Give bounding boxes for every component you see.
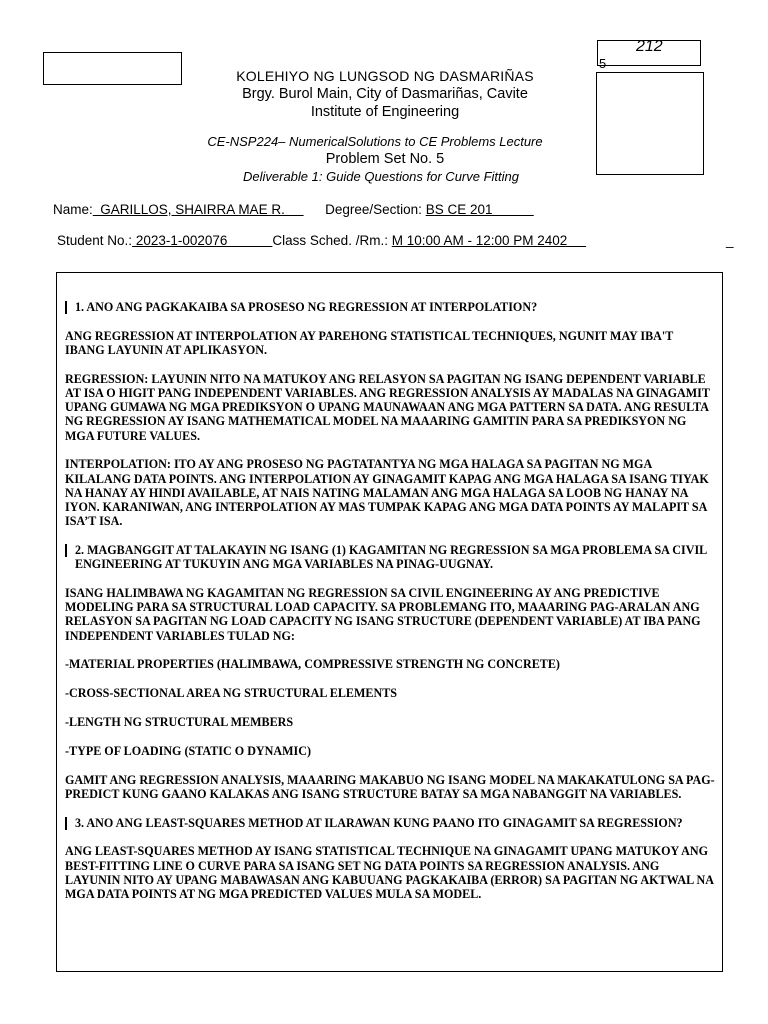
answer-paragraph: ISANG HALIMBAWA NG KAGAMITAN NG REGRESSION SA CIVIL ENGINEERING AY ANG PREDICTIVE MODELING PARA SA STRUCTURAL LOAD CAPACITY. SA PROBLEMANG ITO, MAAARING PAG-ARALAN ANG RELASYON SA PAGITAN NG LOAD CAPACITY NG ISANG STRUCTURE (DEPENDENT VARIABLE) AT IBA PANG INDEPENDENT VARIABLES TULAD NG: <box>65 586 701 643</box>
answer-paragraph: -CROSS-SECTIONAL AREA NG STRUCTURAL ELEMENTS <box>65 686 397 701</box>
qa-content <box>65 300 715 916</box>
answer-paragraph: -LENGTH NG STRUCTURAL MEMBERS <box>65 715 294 730</box>
deliverable-title: Deliverable 1: Guide Questions for Curve Fitting <box>242 169 519 184</box>
trailing-mark: _ <box>726 233 734 248</box>
sched-label: Class Sched. /Rm.: <box>272 233 388 248</box>
institute-name: Institute of Engineering <box>310 104 460 120</box>
answer-paragraph: INTERPOLATION: ITO AY ANG PROSESO NG PAGTATANTYA NG MGA HALAGA SA PAGITAN NG MGA KILALANG DATA POINTS. ANG INTERPOLATION AY GINAGAMIT KAPAG ANG MGA HALAGA SA ISANG TIYAK NA HANAY AY HINDI AVAILABLE, AT NAIS NATING MALAMAN ANG MGA HALAGA SA LOOB NG HANAY NA IYON. KARANIWAN, ANG INTERPOLATION AY MAS TUMPAK KAPAG ANG MGA DATA POINTS AY MALAPIT SA ISA’T ISA. <box>65 457 709 529</box>
name-label: Name: <box>53 202 93 217</box>
answer-paragraph: -MATERIAL PROPERTIES (HALIMBAWA, COMPRESSIVE STRENGTH NG CONCRETE) <box>65 657 560 672</box>
degree-value: BS CE 201 <box>425 202 534 217</box>
answer-box <box>56 272 723 972</box>
number-box <box>597 38 701 71</box>
question-text: 1. ANO ANG PAGKAKAIBA SA PROSESO NG REGRESSION AT INTERPOLATION? <box>65 300 715 314</box>
course-title: CE-NSP224– NumericalSolutions to CE Problems Lecture <box>207 134 543 149</box>
question-text: 2. MAGBANGGIT AT TALAKAYIN NG ISANG (1) KAGAMITAN NG REGRESSION SA MGA PROBLEMA SA CIVIL ENGINEERING AT TUKUYIN ANG MGA VARIABLES NA PINAG-UUGNAY. <box>65 543 715 571</box>
sched-value: M 10:00 AM - 12:00 PM 2402 <box>391 233 587 248</box>
number-box-line2: 5 <box>599 56 607 71</box>
school-name: KOLEHIYO NG LUNGSOD NG DASMARIÑAS <box>236 68 534 84</box>
number-box-line1: 212 <box>636 38 663 55</box>
school-address: Brgy. Burol Main, City of Dasmariñas, Cavite <box>242 86 528 102</box>
studno-value: 2023-1-002076 <box>132 233 273 248</box>
problem-set-title: Problem Set No. 5 <box>325 151 445 167</box>
answer-paragraph: -TYPE OF LOADING (STATIC O DYNAMIC) <box>65 743 312 758</box>
question-text: 3. ANO ANG LEAST-SQUARES METHOD AT ILARAWAN KUNG PAANO ITO GINAGAMIT SA REGRESSION? <box>65 816 715 830</box>
answer-paragraph: REGRESSION: LAYUNIN NITO NA MATUKOY ANG RELASYON SA PAGITAN NG ISANG DEPENDENT VARIABLE AT ISA O HIGIT PANG INDEPENDENT VARIABLES. ANG REGRESSION ANALYSIS AY MADALAS NA GINAGAMIT UPANG GUMAWA NG MGA PREDIKSYON O UPANG MAUNAWAAN ANG MGA PATTERN SA DATA. ANG RESULTA NG REGRESSION AY ISANG MATHEMATICAL MODEL NA MAAARING GAMITIN PARA SA PREDIKSYON NG MGA FUTURE VALUES. <box>65 371 710 443</box>
name-value: GARILLOS, SHAIRRA MAE R. <box>92 202 304 217</box>
answer-paragraph: ANG LEAST-SQUARES METHOD AY ISANG STATISTICAL TECHNIQUE NA GINAGAMIT UPANG MATUKOY ANG BEST-FITTING LINE O CURVE PARA SA ISANG SET NG DATA POINTS SA REGRESSION ANALYSIS. ANG LAYUNIN NITO AY UPANG MABAWASAN ANG KABUUANG PAGKAKAIBA (ERROR) SA PAGITAN NG AKTWAL NA MGA DATA POINTS AT NG MGA PREDICTED VALUES MULA SA MODEL. <box>65 844 714 902</box>
answer-paragraph: GAMIT ANG REGRESSION ANALYSIS, MAAARING MAKABUO NG ISANG MODEL NA MAKAKATULONG SA PAG-PREDICT KUNG GAANO KALAKAS ANG ISANG STRUCTURE BATAY SA MGA NABANGGIT NA VARIABLES. <box>65 772 715 801</box>
student-sched-row <box>57 233 586 248</box>
answer-paragraph: ANG REGRESSION AT INTERPOLATION AY PAREHONG STATISTICAL TECHNIQUES, NGUNIT MAY IBA'T IBANG LAYUNIN AT APLIKASYON. <box>65 328 674 357</box>
name-degree-row <box>53 202 534 217</box>
degree-label: Degree/Section: <box>325 202 422 217</box>
studno-label: Student No.: <box>57 233 133 248</box>
